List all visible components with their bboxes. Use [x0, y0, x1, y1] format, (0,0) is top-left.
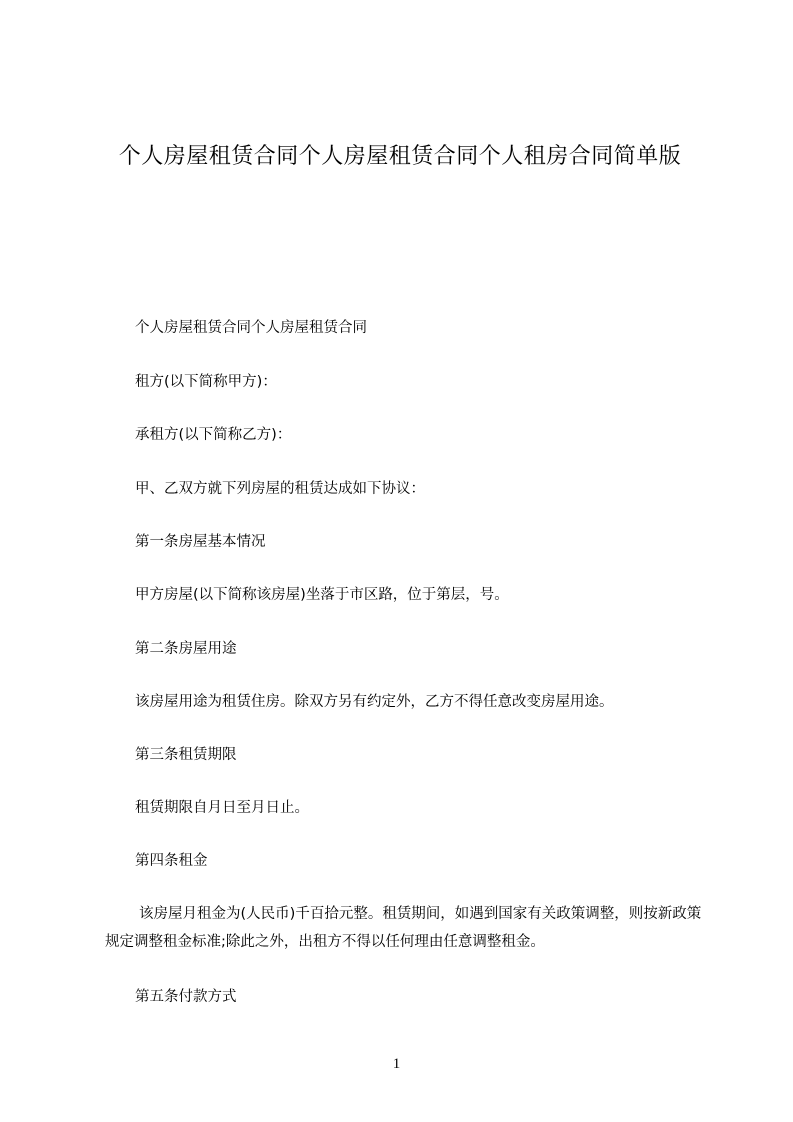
- article-1-heading: 第一条房屋基本情况: [135, 534, 266, 550]
- article-1-body: 甲方房屋(以下简称该房屋)坐落于市区路，位于第层，号。: [135, 587, 509, 603]
- paragraph-agreement-intro: 甲、乙双方就下列房屋的租赁达成如下协议：: [135, 481, 425, 497]
- paragraph-lessor: 租方(以下简称甲方)：: [135, 374, 277, 390]
- paragraph-contract-heading: 个人房屋租赁合同个人房屋租赁合同: [135, 320, 367, 336]
- article-4-heading: 第四条租金: [135, 853, 208, 869]
- article-4-body: 该房屋月租金为(人民币)千百拾元整。租赁期间，如遇到国家有关政策调整，则按新政策规定调整租金标准;除此之外，出租方不得以任何理由任意调整租金。: [105, 906, 702, 950]
- article-2-body: 该房屋用途为租赁住房。除双方另有约定外，乙方不得任意改变房屋用途。: [135, 694, 614, 710]
- article-3-body: 租赁期限自月日至月日止。: [135, 800, 309, 816]
- article-2-heading: 第二条房屋用途: [135, 641, 237, 657]
- article-3-heading: 第三条租赁期限: [135, 747, 237, 763]
- document-title: 个人房屋租赁合同个人房屋租赁合同个人租房合同简单版: [118, 144, 682, 169]
- page-number: 1: [392, 1056, 401, 1072]
- article-5-heading: 第五条付款方式: [135, 989, 237, 1005]
- paragraph-lessee: 承租方(以下简称乙方)：: [135, 427, 292, 443]
